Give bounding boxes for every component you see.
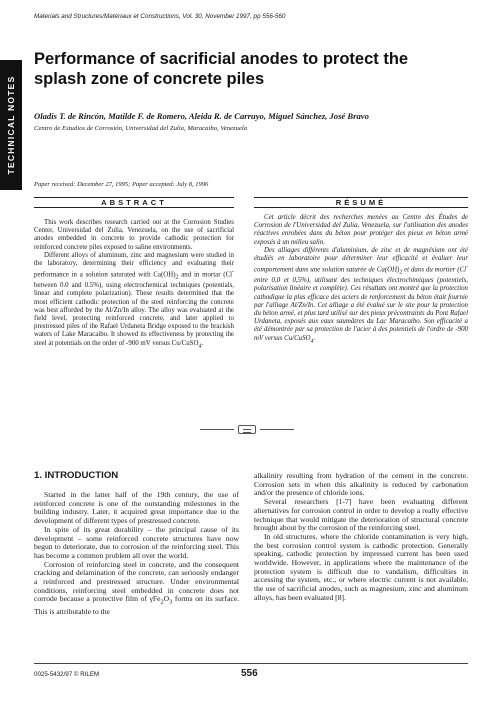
page-number: 556 (241, 668, 258, 679)
body-paragraph: Several researchers [1-7] have been evaluating different alternatives for corrosion control in order to develop a really effective technique that would mitigate the deterioration of structural concrete brought about by the corrosion of the reinforcing steel. (254, 497, 468, 533)
body-paragraph: In old structures, where the chloride contamination is very high, the best corrosion control system is cathodic protection. Generally speaking, cathodic protection by impressed current has been used worldwide. However, in applications where the maintenance of the protection system is difficult due to vandalism, difficulties in accessing the system, etc., or where electric current is not available, the use of sacrificial anodes, such as magnesium, zinc and aluminum alloys, has been evaluated [8]. (254, 531, 468, 602)
body-paragraph: Started in the latter half of the 19th century, the use of reinforced concrete is one of the outstanding milestones in the building industry. Later, it acquired great importance due to the development of different types of prestressed concrete. (34, 490, 239, 526)
technical-notes-band (0, 60, 22, 190)
abstract-heading: ABSTRACT (34, 197, 234, 208)
resume-text (254, 214, 468, 345)
introduction-heading: 1. INTRODUCTION (34, 470, 119, 481)
abstract-paragraph: Different alloys of aluminum, zinc and magnesium were studied in the laboratory, determining their efficiency and evaluating their performance in a solution saturated with $Ca(OH)_2$ and in mortar (Cl- between 0.0 and 0.5%), using electrochemical techniques (potentials, linear and complete polarization). These results determined that the most efficient cathodic protection of the steel reinforcing the concrete was best afforded by the Al/Zn/In alloy. The alloy was evaluated at the field level, protecting reinforced concrete, and later applied to prestressed piles of the Rafael Urdaneta Bridge exposed to the brackish waters of Lake Maracaibo. It showed its effectiveness by protecting the steel at potentials on the order of -900 mV versus Cu/CuSO$_4$. (34, 251, 235, 349)
divider-ornament (200, 425, 294, 435)
affiliation: Centro de Estudios de Corrosión, Universidad del Zulia, Maracaibo, Venezuela (34, 125, 248, 132)
intro-right-column (254, 472, 468, 603)
footer-code: 0025-5432/97 © RILEM (34, 671, 100, 678)
footer-rule (34, 663, 468, 664)
intro-left-column (34, 491, 239, 616)
resume-heading: RÉSUMÉ (254, 197, 468, 208)
resume-paragraph: Des alliages différents d'aluminium, de zinc et de magnésium ont été étudiés en laboratoire pour déterminer leur efficacité et évaluer leur comportement dans une solution saturée de $Ca(OH)_2$ et dans du mortier (Cl- entre 0,0 et 0,5%), utilisant des techniques électrochimiques (potentiels, polarisation linéaire et complète). Ces résultats ont montré que la protection cathodique la plus efficace des aciers de renforcement du béton était fournie par l'alliage Al/Zn/In. Cet alliage a été évalué sur le site pour la protection du béton armé, et plus tard utilisé sur des pieux précontraints du Pont Rafael Urdaneta, exposés aux eaux saumâtres du Lac Maracaibo. Son efficacité a été démontrée par sa protection de l'acier à des potentiels de l'ordre de -900 mV versus Cu/CuSO$_4$. (254, 246, 468, 344)
body-paragraph: In spite of its great durability – the principal cause of its development – some reinforced concrete structures have now begun to deteriorate, due to corrosion of the reinforcing steel. This has become a common problem all over the world. (34, 524, 239, 560)
paper-title: Performance of sacrificial anodes to protect the splash zone of concrete piles (34, 50, 409, 88)
side-label: TECHNICAL NOTES (6, 75, 16, 175)
journal-header: Materials and Structures/Matériaux et Constructions, Vol. 30, November 1997, pp 556-560 (34, 13, 286, 20)
body-paragraph: Corrosion of reinforcing steel in concrete, and the consequent cracking and delamination of the concrete, can seriously endanger a reinforced and prestressed structure. Under environmental conditions, reinforcing steel embedded in concrete does not corrode because a protective film of $\gamma Fe_2O_3$ forms on its surface. This is attributable to the (34, 559, 239, 616)
abstract-text (34, 219, 234, 350)
body-paragraph: alkalinity resulting from hydration of the cement in the concrete. Corrosion sets in when this alkalinity is reduced by carbonation and/or the presence of chloride ions. (254, 471, 468, 498)
resume-paragraph: Cet article décrit des recherches menées au Centre des Études de Corrosion de l'Universidad del Zulia, Venezuela, sur l'utilisation des anodes réactives enrobées dans du béton pour protéger des pieux en béton armé exposés à un milieu salin. (254, 214, 468, 246)
received-dates: Paper received: December 27, 1995; Paper accepted: July 8, 1996 (34, 181, 209, 188)
abstract-paragraph: This work describes research carried out at the Corrosion Studies Center, Universidad del Zulia, Venezuela, on the use of sacrificial anodes embedded in concrete to provide cathodic protection for reinforced concrete piles exposed to saline environments. (34, 219, 234, 251)
authors: Oladis T. de Rincón, Matilde F. de Romero, Aleida R. de Carruyo, Miguel Sánchez, José Bravo (34, 111, 369, 121)
